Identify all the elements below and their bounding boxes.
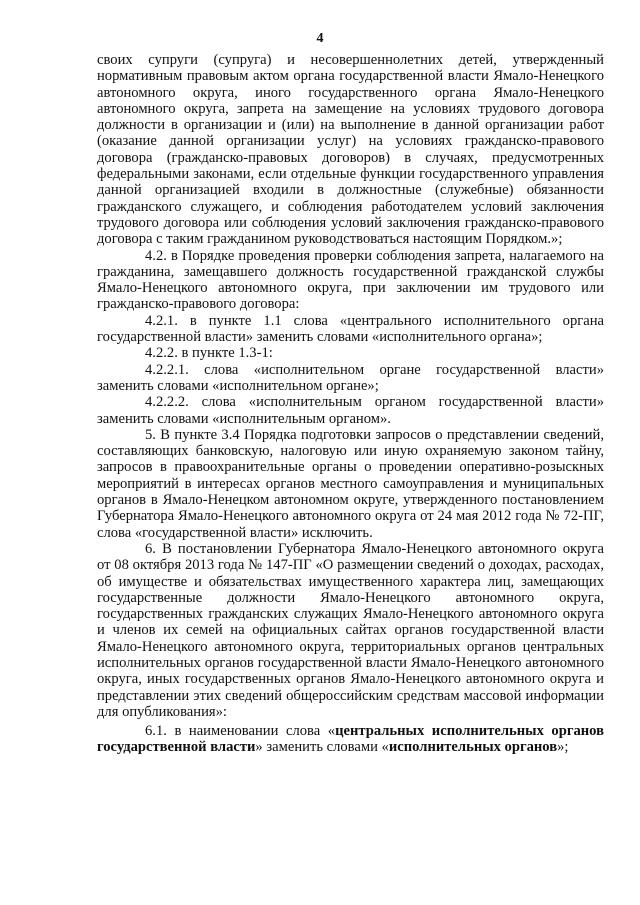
paragraph-6-1-text-a: 6.1. в наименовании слова « <box>145 723 336 740</box>
paragraph-6-1 <box>97 723 604 756</box>
paragraph-6-1-bold-a: центральных исполнительных органов государственной власти <box>97 723 604 756</box>
paragraph-6-1-bold-d: исполнительных органов <box>388 739 558 756</box>
paragraph-5: 5. В пункте 3.4 Порядка подготовки запросов о представлении сведений, составляющих банковскую, налоговую или иную охраняемую законом тайну, запросов в правоохранительные органы о проведении оперативно-розыскных мероприятий в интересах органов местного самоуправления и муниципальных органов в Ямало-Ненецком автономном округе, утвержденного постановлением Губернатора Ямало-Ненецкого автономного округа от 24 мая 2012 года № 72-ПГ, слова «государственной власти» исключить. <box>97 426 604 541</box>
page-number: 4 <box>316 31 324 46</box>
paragraph-6: 6. В постановлении Губернатора Ямало-Ненецкого автономного округа от 08 октября 2013 года № 147-ПГ «О размещении сведений о доходах, расходах, об имуществе и обязательствах имущественного характера лиц, замещающих государственные должности Ямало-Ненецкого автономного округа, государственных гражданских служащих Ямало-Ненецкого автономного округа и членов их семей на официальных сайтах органов государственной власти Ямало-Ненецкого автономного округа, территориальных органов центральных исполнительных органов государственной власти Ямало-Ненецкого автономного округа, иных государственных органов Ямало-Ненецкого автономного округа и представлении этих сведений общероссийским средствам массовой информации для опубликования»: <box>97 540 604 720</box>
paragraph-4-2-2: 4.2.2. в пункте 1.3-1: <box>145 345 273 362</box>
paragraph-4-2: 4.2. в Порядке проведения проверки соблюдения запрета, налагаемого на гражданина, замещавшего должность государственной гражданской службы Ямало-Ненецкого автономного округа, при заключении им трудового или гражданско-правового договора: <box>97 247 604 313</box>
paragraph-6-1-text-e: »; <box>557 739 569 756</box>
document-body <box>97 52 604 756</box>
paragraph-6-1-text-c: » заменить словами « <box>255 739 389 756</box>
paragraph-continuation: своих супруги (супруга) и несовершеннолетних детей, утвержденный нормативным правовым актом органа государственной власти Ямало-Ненецкого автономного округа, иного государственного органа Ямало-Ненецкого автономного округа, запрета на замещение на условиях трудового договора должности в организации и (или) на выполнение в данной организации работ (оказание данной организации услуг) на условиях гражданско-правового договора (гражданско-правовых договоров) в случаях, предусмотренных федеральными законами, если отдельные функции государственного управления данной организацией входили в должностные (служебные) обязанности гражданского служащего, и соблюдения работодателем условий заключения трудового договора или соблюдения условий заключения гражданско-правового договора с таким гражданином руководствоваться настоящим Порядком.»; <box>97 52 604 248</box>
paragraph-4-2-1: 4.2.1. в пункте 1.1 слова «центрального исполнительного органа государственной власти» заменить словами «исполнительного органа»; <box>97 312 604 346</box>
paragraph-4-2-2-2: 4.2.2.2. слова «исполнительным органом государственной власти» заменить словами «исполнительным органом». <box>97 394 604 427</box>
paragraph-4-2-2-1: 4.2.2.1. слова «исполнительном органе государственной власти» заменить словами «исполнительном органе»; <box>97 361 604 394</box>
